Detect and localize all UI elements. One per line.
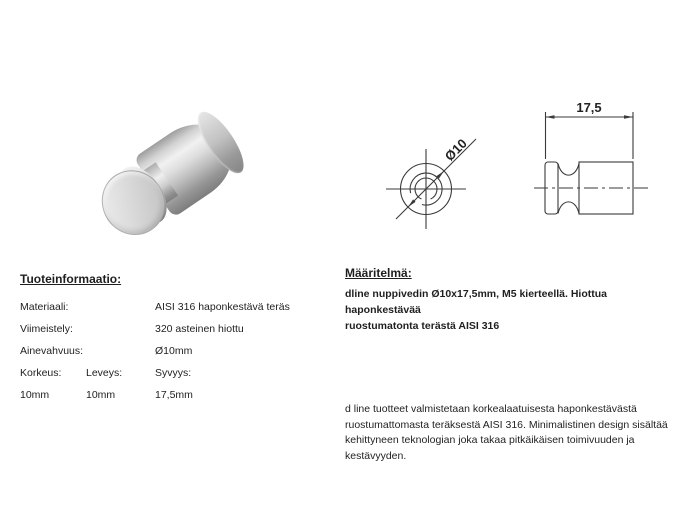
product-info-section: [20, 268, 320, 406]
row-value: 17,5mm: [155, 389, 193, 401]
row-value: Syvyys:: [155, 367, 192, 379]
row-value: Ø10mm: [155, 345, 193, 357]
row-label-2: [86, 340, 155, 362]
row-label-2: [86, 296, 155, 318]
side-view-drawing: [523, 93, 688, 228]
description-line: kehittyneen teknologian joka takaa pitkäikäisen toimivuuden ja kestävyyden.: [345, 434, 635, 462]
definition-line: dline nuppivedin Ø10x17,5mm, M5 kierteellä. Hiottua haponkestävää: [345, 288, 607, 316]
table-row: [20, 340, 320, 362]
table-row: [20, 362, 320, 384]
definition-section: [345, 266, 655, 334]
description-line: ruostumattomasta teräksestä AISI 316. Minimalistinen design sisältää: [345, 418, 668, 431]
neck-bottom-curve: [558, 202, 579, 214]
row-label: Viimeistely:: [20, 323, 73, 335]
table-row: [20, 384, 320, 406]
product-info-title: Tuoteinformaatio:: [20, 272, 122, 286]
diameter-label: Ø10: [441, 135, 470, 164]
row-label: Materiaali:: [20, 301, 69, 313]
row-label: 10mm: [20, 389, 50, 401]
arrowhead-left: [546, 115, 555, 119]
top-view-drawing: [360, 122, 495, 257]
product-photo: [85, 78, 300, 258]
width-label: 17,5: [576, 100, 602, 115]
description-line: d line tuotteet valmistetaan korkealaatuisesta haponkestävästä: [345, 403, 637, 415]
arrowhead-right: [624, 115, 633, 119]
row-label: Korkeus:: [20, 367, 62, 379]
neck-top-curve: [558, 164, 579, 176]
row-label: Ainevahvuus:: [20, 345, 84, 357]
definition-title: Määritelmä:: [345, 266, 412, 280]
definition-body: [345, 286, 655, 334]
row-value: AISI 316 haponkestävä teräs: [155, 301, 290, 313]
table-row: [20, 296, 320, 318]
definition-line: ruostumatonta terästä AISI 316: [345, 320, 500, 332]
row-label-2: Leveys:: [86, 367, 123, 379]
description-paragraph: [345, 402, 685, 464]
row-label-2: 10mm: [86, 389, 116, 401]
row-label-2: [86, 318, 155, 340]
table-row: [20, 318, 320, 340]
row-value: 320 asteinen hiottu: [155, 323, 244, 335]
